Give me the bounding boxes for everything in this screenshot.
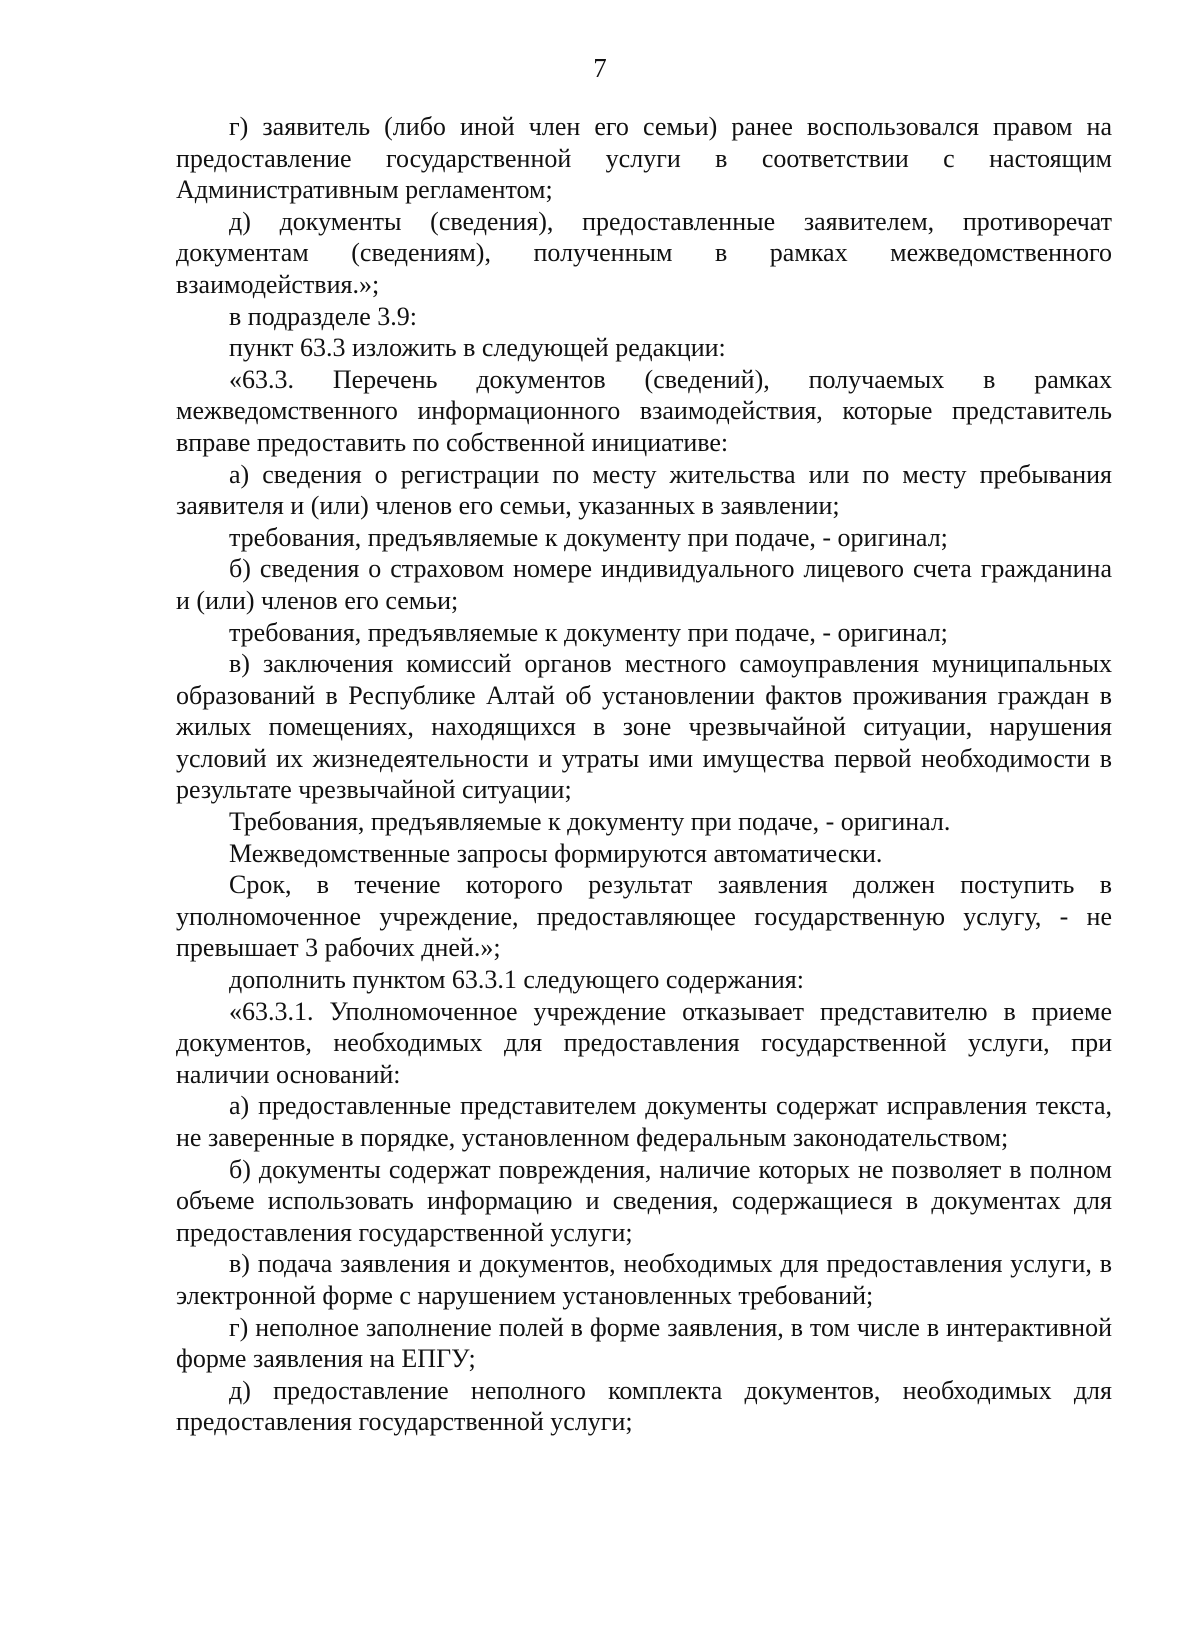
paragraph: в подразделе 3.9:: [229, 301, 418, 331]
paragraph: Требования, предъявляемые к документу при подаче, - оригинал.: [229, 807, 951, 837]
paragraph: б) документы содержат повреждения, наличие которых не позволяет в полном объеме использовать информацию и сведения, содержащиеся в документах для предоставления государственной услуги;: [176, 1154, 1112, 1247]
paragraph: требования, предъявляемые к документу при подаче, - оригинал;: [229, 522, 948, 552]
paragraph: а) сведения о регистрации по месту жительства или по месту пребывания заявителя и (или) членов его семьи, указанных в заявлении;: [176, 459, 1112, 521]
paragraph: Срок, в течение которого результат заявления должен поступить в уполномоченное учреждение, предоставляющее государственную услугу, - не превышает 3 рабочих дней.»;: [176, 870, 1112, 963]
paragraph: «63.3.1. Уполномоченное учреждение отказывает представителю в приеме документов, необходимых для предоставления государственной услуги, при наличии оснований:: [176, 996, 1112, 1089]
document-body: [176, 111, 1112, 1438]
paragraph: д) документы (сведения), предоставленные заявителем, противоречат документам (сведениям), полученным в рамках межведомственного взаимодействия.»;: [176, 206, 1112, 299]
paragraph: требования, предъявляемые к документу при подаче, - оригинал;: [229, 617, 948, 647]
paragraph: «63.3. Перечень документов (сведений), получаемых в рамках межведомственного информационного взаимодействия, которые представитель вправе предоставить по собственной инициативе:: [176, 364, 1112, 457]
paragraph: в) подача заявления и документов, необходимых для предоставления услуги, в электронной форме с нарушением установленных требований;: [176, 1249, 1112, 1310]
paragraph: г) заявитель (либо иной член его семьи) ранее воспользовался правом на предоставление государственной услуги в соответствии с настоящим Административным регламентом;: [176, 112, 1112, 205]
paragraph: дополнить пунктом 63.3.1 следующего содержания:: [229, 965, 804, 995]
paragraph: д) предоставление неполного комплекта документов, необходимых для предоставления государственной услуги;: [176, 1375, 1112, 1437]
paragraph: Межведомственные запросы формируются автоматически.: [229, 838, 883, 868]
paragraph: б) сведения о страховом номере индивидуального лицевого счета гражданина и (или) членов его семьи;: [176, 554, 1112, 615]
paragraph: в) заключения комиссий органов местного самоуправления муниципальных образований в Республике Алтай об установлении фактов проживания граждан в жилых помещениях, находящихся в зоне чрезвычайной ситуации, нарушения условий их жизнедеятельности и утраты ими имущества первой необходимости в результате чрезвычайной ситуации;: [176, 649, 1112, 805]
paragraph: г) неполное заполнение полей в форме заявления, в том числе в интерактивной форме заявления на ЕПГУ;: [176, 1312, 1112, 1374]
page-number: 7: [593, 53, 607, 83]
paragraph: а) предоставленные представителем документы содержат исправления текста, не заверенные в порядке, установленном федеральным законодательством;: [176, 1091, 1112, 1152]
paragraph: пункт 63.3 изложить в следующей редакции:: [229, 333, 726, 363]
